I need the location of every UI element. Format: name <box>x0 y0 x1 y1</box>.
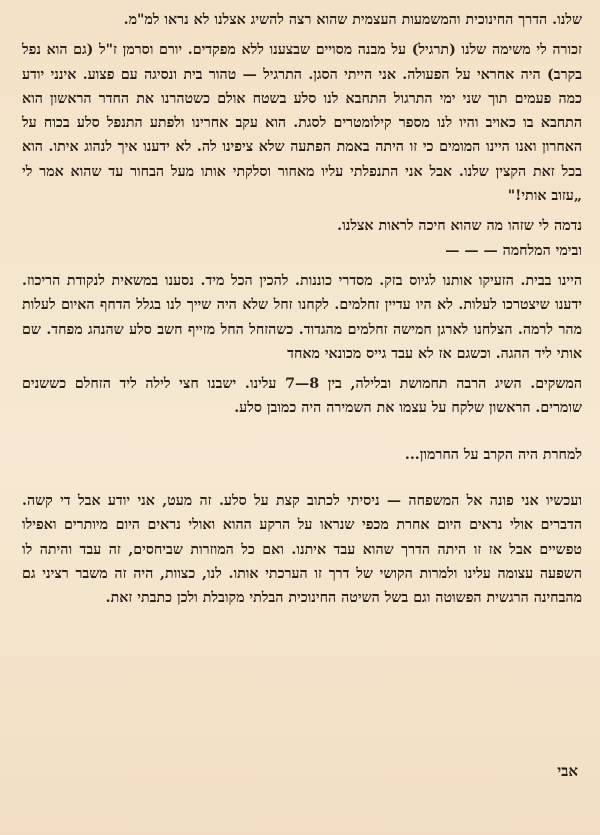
signature: אבי <box>557 762 578 780</box>
paragraph-5: היינו בבית. הזעיקו אותנו לגיוס בזק. מסדרי כוננות. להכין הכל מיד. נסענו במשאית לנקודת הריכוז. ידענו שיצטרכו לעלות. לא היו עדיין זחלמים. לקחנו זחל שלא היה שייך לנו בגלל הדחף האיום לעלות מהר לרמה. הצלחנו לארגן חמישה זחלמים מהגדוד. כשהזחל החל מזייף חשב סלע שהנהג מפחד. שם אותי ליד ההגה. וכשגם אז לא עבד גייס מכונאי מאחד <box>22 272 582 362</box>
paragraph-4: ובימי המלחמה — — — <box>445 242 582 259</box>
paragraph-1: שלנו. הדרך החינוכית והמשמעות העצמית שהוא רצה להשיג אצלנו לא נראו למ"מ. <box>123 12 582 28</box>
paragraph-6: המשקים. השיג הרבה תחמושת ובלילה, בין 8—7 עלינו. ישבנו חצי לילה ליד הזחלם כששנים שומרים. הראשון שלקח על עצמו את השמירה היה כמובן סלע. <box>22 376 582 417</box>
paragraph-2: זכורה לי משימה שלנו (תרגיל) על מבנה מסויים שבצענו ללא מפקדים. יורם וסרמן ז"ל (גם הוא נפל בקרב) היה אחראי על הפעולה. אני הייתי הסגן. התרגיל — טהור בית ונסיגה עם פצוע. אינני יודע כמה פעמים תוך שני ימי התרגול התחבא לנו סלע בשטח אולם כשטהרנו את החדר הראשון הוא התחבא בו כאויב והיו לנו מספר קילומטרים לסגת. הוא עקב אחרינו ולפתע התנפל סלע בכוח על האחרון ואנו היינו המומים כי זו היתה באמת הפתעה שלא ציפינו לה. לא ידענו איך לנהוג איתו. הוא בכל זאת הקצין שלנו. אבל אני התנפלתי עליו מאחור וסלקתי אותו מעל הבחור עד שהוא אמר לי „עזוב אותי!" <box>22 42 582 205</box>
paragraph-7: ועכשיו אני פונה אל המשפחה — ניסיתי לכתוב קצת על סלע. זה מעט, אני יודע אבל די קשה. הדברים אולי נראים היום אחרת מכפי שנראו על הרקע ההוא ואולי נראים היום מיותרים ואפילו טפשיים אבל אז זו היתה הדרך שהוא עבד איתנו. ואם כל המוזרות שביחסים, זה עבד והיתה לו השפעה עצומה עלינו ולמרות הקושי של דרך זו הערכתי אותו. לנו, כצוות, היה זה משבר רציני גם מהבחינה הרגשית הפשוטה וגם בשל השיטה החינוכית הבלתי מקובלת ולכן כתבתי זאת. <box>22 493 582 607</box>
paragraph-3: נדמה לי שזהו מה שהוא חיכה לראות אצלנו. <box>337 218 582 235</box>
section-heading: למחרת היה הקרב על החרמון... <box>404 446 582 463</box>
